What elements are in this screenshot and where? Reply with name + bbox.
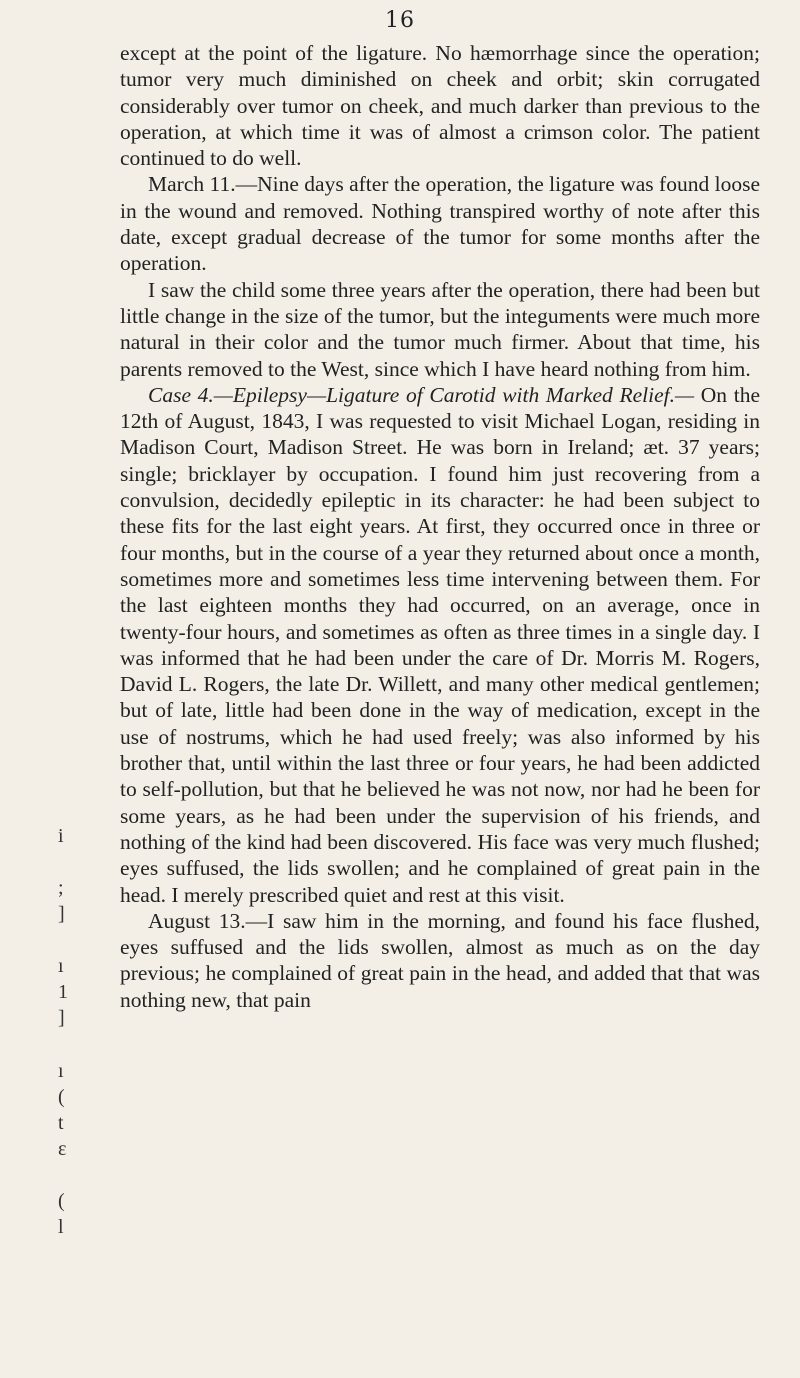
margin-mark: ( — [58, 1086, 65, 1108]
paragraph-text: August 13.—I saw him in the morning, and found his face flushed, eyes suffused and the lids swollen, almost as much as on the day previous; he complained of great pain in the head, and added that that was nothing new, that pain — [120, 908, 760, 1012]
paragraph — [120, 382, 760, 908]
margin-mark: ] — [58, 903, 65, 925]
paragraph-text: March 11.—Nine days after the operation, the ligature was found loose in the wound and removed. Nothing transpired worthy of note after this date, except gradual decrease of the tumor for some months after the operation. — [120, 172, 760, 276]
margin-mark: l — [58, 1216, 64, 1238]
paragraph — [120, 171, 760, 276]
margin-mark: t — [58, 1112, 64, 1134]
margin-mark: i — [58, 825, 64, 847]
margin-bleed-through — [0, 0, 68, 1378]
margin-mark: ı — [58, 1060, 64, 1082]
paragraph-text: except at the point of the ligature. No hæmorrhage since the operation; tumor very much diminished on cheek and orbit; skin corrugated considerably over tumor on cheek, and much darker than previous to the operation, at which time it was of almost a crimson color. The patient continued to do well. — [120, 41, 760, 171]
paragraph-text: On the 12th of August, 1843, I was requested to visit Michael Logan, residing in Madison Court, Madison Street. He was born in Ireland; æt. 37 years; single; bricklayer by occupation. I found him just recovering from a convulsion, decidedly epileptic in its character: he had been subject to these fits for the last eight years. At first, they occurred once in three or four months, but in the course of a year they returned about once a month, sometimes more and sometimes less time intervening between them. For the last eighteen months they had occurred, on an average, once in twenty-four hours, and sometimes as often as three times in a single day. I was informed that he had been under the care of Dr. Morris M. Rogers, David L. Rogers, the late Dr. Willett, and many other medical gentlemen; but of late, little had been done in the way of medication, except in the use of nostrums, which he had used freely; was also informed by his brother that, until within the last three or four years, he had been addicted to self-pollution, but that he believed he was not now, nor had he been for some years, as he had been under the supervision of his friends, and nothing of the kind had been discovered. His face was very much flushed; eyes suffused, the lids swollen; and he complained of great pain in the head. I merely prescribed quiet and rest at this visit. — [120, 382, 761, 907]
margin-mark: ( — [58, 1190, 65, 1212]
page-number: 16 — [385, 8, 415, 33]
case-heading: Case 4.—Epilepsy—Ligature of Carotid with Marked Relief.— — [148, 382, 695, 407]
paragraph-text: I saw the child some three years after the operation, there had been but little change in the size of the tumor, but the integuments were much more natural in their color and the tumor much firmer. About that time, his parents removed to the West, since which I have heard nothing from him. — [120, 277, 760, 381]
margin-mark: ε — [58, 1138, 67, 1160]
margin-mark: ] — [58, 1007, 65, 1029]
paragraph — [120, 908, 760, 1013]
paragraph — [120, 40, 760, 171]
margin-mark: ı — [58, 955, 64, 977]
body-text — [120, 40, 760, 1013]
paragraph — [120, 277, 760, 382]
margin-mark: 1 — [58, 981, 68, 1003]
margin-mark: ; — [58, 877, 64, 899]
